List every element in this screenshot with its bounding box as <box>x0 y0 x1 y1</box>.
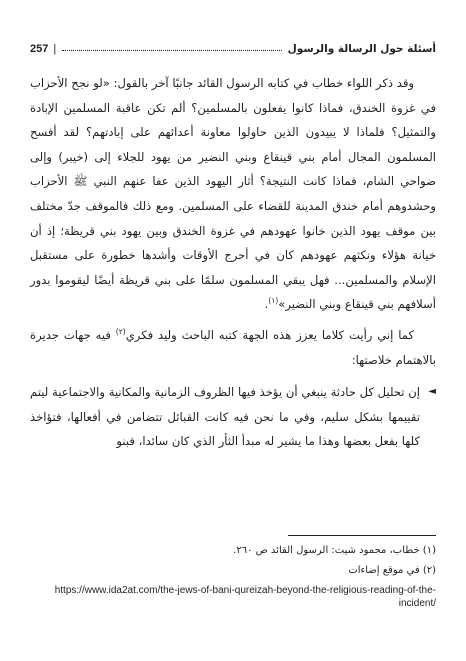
bullet-item <box>30 380 436 454</box>
footnote-ref-1: (١) <box>268 296 279 306</box>
paragraph-quote-end: . <box>264 297 269 312</box>
book-title: أسئلة حول الرسالة والرسول <box>287 43 436 55</box>
footnote-2: (٢) في موقع إضاءات <box>348 565 436 576</box>
paragraph-intro-text: كما إني رأيت كلاما يعزز هذه الجهة كتبه الباحث وليد فكري <box>125 327 414 342</box>
main-text <box>30 71 436 454</box>
footnotes <box>30 541 436 581</box>
paragraph-intro <box>30 323 436 372</box>
running-header <box>30 41 436 57</box>
header-dotted-leader <box>62 50 281 51</box>
footnote-divider <box>288 535 436 536</box>
paragraph-quote-text: وقد ذكر اللواء خطاب في كتابه الرسول القائد جانبًا آخر بالقول: «لو نجح الأحزاب في غزوة الخندق، فماذا كانوا يفعلون بالمسلمين؟ ألم تكن عاقبة المسلمين الإبادة والتمثيل؟ فلماذا لا يبيدون الذين حاولوا معاونة أعدائهم على إبادتهم؟ لقد أفسح المسلمون المجال أمام بني قينقاع وبني النضير من يهود للجلاء إلى (خيبر) وإلى ضواحي الشام، فماذا كانت النتيجة؟ أثار اليهود الذين عفا عنهم النبي ﷺ الأحزاب وحشدوهم أمام خندق المدينة للقضاء على المسلمين. ومع ذلك فالموقف جدّ مختلف بين موقف يهود الذين خانوا عهودهم في غزوة الخندق وبين يهود بني قريظة؛ إذ أن خيانة هؤلاء ونكثهم عهودهم كان في أحرج الأوقات وأشدها خطورة على مستقبل الإسلام والمسلمين... فهل يبقي المسلمون سلمًا على بني قريظة أيضًا ليقوموا بدور أسلافهم بني قينقاع وبني النضير» <box>30 76 436 312</box>
bullet-item-text: إن تحليل كل حادثة ينبغي أن يؤخذ فيها الظروف الزمانية والمكانية والاجتماعية ليتم تقييمها بشكل سليم، وفي ما نحن فيه كانت القبائل تتضامن في أفعالها، فتؤاخذ كلها بفعل بعضها وهذا ما يشير له مبدأ الثأر الذي كان سائدا، فبنو <box>30 385 420 449</box>
footnote-2-url[interactable]: https://www.ida2at.com/the-jews-of-bani-qureizah-beyond-the-religious-reading-of-the-incident/ <box>54 585 436 609</box>
page-number: 257 <box>30 43 49 55</box>
bullet-arrow-icon: ◄ <box>428 386 436 398</box>
footnote-1: (١) خطاب، محمود شيت: الرسول القائد ص ٢٦٠. <box>233 545 436 556</box>
paragraph-quote <box>30 71 436 317</box>
paragraph-intro-tail: فيه جهات جديرة بالاهتمام خلاصتها: <box>30 327 436 367</box>
footnote-ref-2: (٢) <box>115 327 126 337</box>
header-separator: | <box>53 43 57 55</box>
